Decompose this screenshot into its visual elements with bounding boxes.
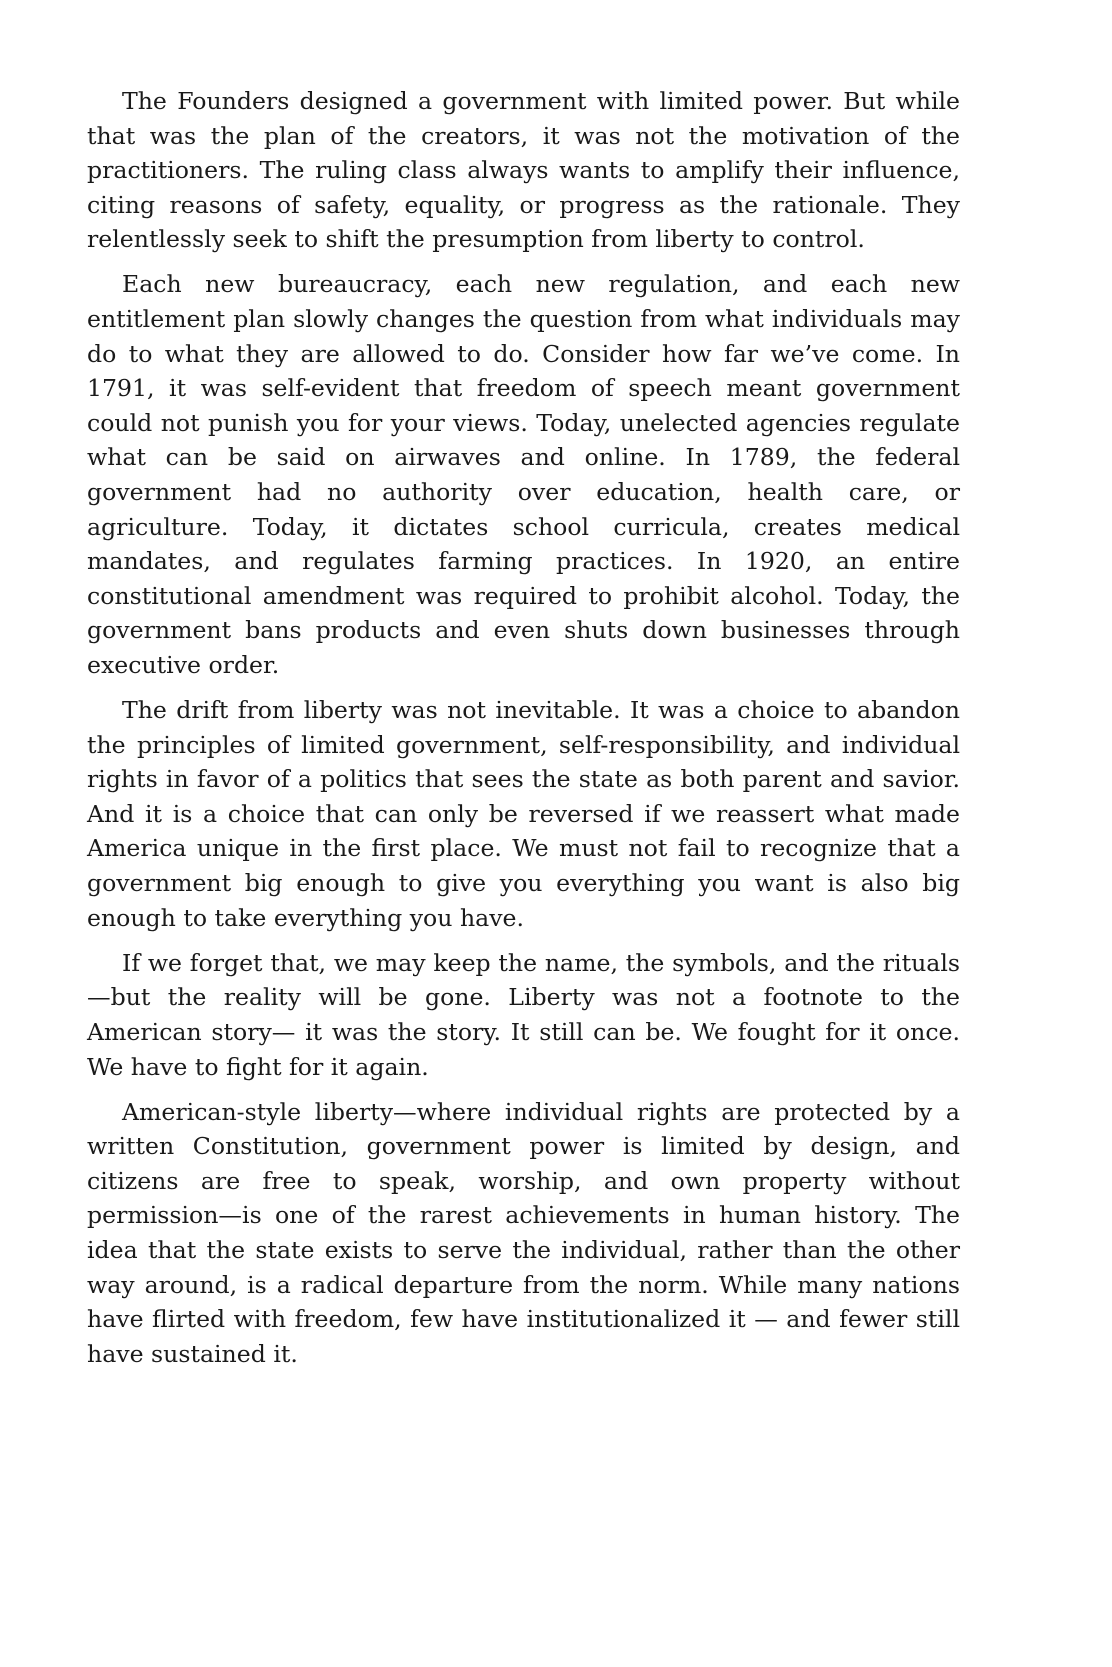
paragraph-drift: The drift from liberty was not inevitable. It was a choice to abandon the principles of limited government, self-responsibility, and individual rights in favor of a politics that sees the state as both parent and savior. And it is a choice that can only be reversed if we reassert what made America unique in the first place. We must not fail to recognize that a government big enough to give you everything you want is also big enough to take everything you have. xyxy=(87,696,960,932)
paragraph-founders: The Founders designed a government with limited power. But while that was the plan of the creators, it was not the motivation of the practitioners. The ruling class always wants to amplify their influence, citing reasons of safety, equality, or progress as the rationale. They relentlessly seek to shift the presumption from liberty to control. xyxy=(87,87,960,254)
document-page xyxy=(87,84,960,1382)
paragraph-american-liberty: American-style liberty—where individual rights are protected by a written Constitution, government power is limited by design, and citizens are free to speak, worship, and own property without permission—is one of the rarest achievements in human history. The idea that the state exists to serve the individual, rather than the other way around, is a radical departure from the norm. While many nations have flirted with freedom, few have institutionalized it — and fewer still have sustained it. xyxy=(87,1097,960,1368)
paragraph-forget: If we forget that, we may keep the name, the symbols, and the rituals—but the reality will be gone. Liberty was not a footnote to the American story— it was the story. It still can be. We fought for it once. We have to fight for it again. xyxy=(87,948,960,1081)
paragraph-bureaucracy: Each new bureaucracy, each new regulation, and each new entitlement plan slowly changes the question from what individuals may do to what they are allowed to do. Consider how far we’ve come. In 1791, it was self-evident that freedom of speech meant government could not punish you for your views. Today, unelected agencies regulate what can be said on airwaves and online. In 1789, the federal government had no authority over education, health care, or agriculture. Today, it dictates school curricula, creates medical mandates, and regulates farming practices. In 1920, an entire constitutional amendment was required to prohibit alcohol. Today, the government bans products and even shuts down businesses through executive order. xyxy=(87,270,960,679)
